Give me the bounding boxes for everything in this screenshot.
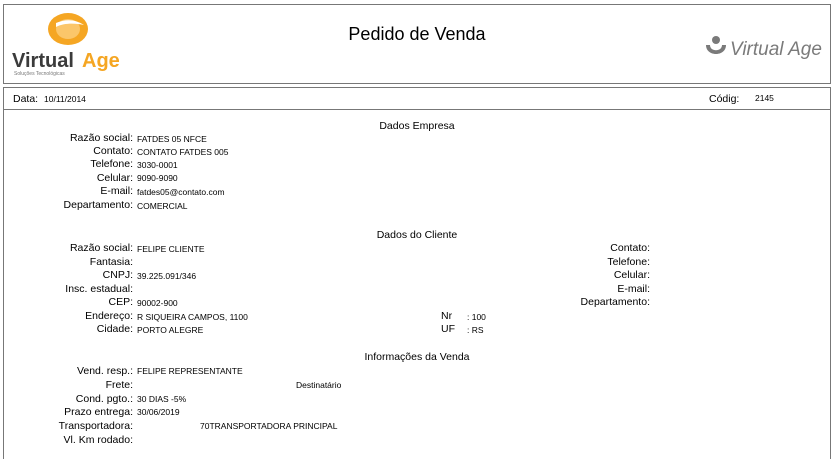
uf-value: : RS (467, 325, 484, 335)
venda-label: Prazo entrega: (64, 406, 133, 418)
frete-extra: Destinatário (296, 380, 342, 390)
cliente-label: Insc. estadual: (65, 283, 133, 295)
virtualage-logo-right (704, 33, 822, 67)
nr-label: Nr (441, 310, 453, 322)
cliente-telefone-label: Telefone: (607, 256, 650, 268)
uf-label: UF (441, 323, 455, 335)
cliente-label: Endereço: (85, 310, 133, 322)
venda-label: Vend. resp.: (76, 365, 133, 377)
venda-label: Frete: (105, 379, 133, 391)
cliente-email-label: E-mail: (617, 283, 650, 295)
empresa-label: Telefone: (90, 158, 133, 170)
venda-label: Transportadora: (58, 420, 133, 432)
empresa-value: FATDES 05 NFCE (137, 134, 207, 144)
section-title-empresa: Dados Empresa (379, 120, 455, 132)
cliente-celular-label: Celular: (613, 269, 650, 281)
data-label: Data: (13, 93, 39, 105)
venda-label: Cond. pgto.: (75, 393, 133, 405)
cliente-label: Cidade: (96, 323, 133, 335)
report-header (3, 4, 831, 84)
data-value: 10/11/2014 (44, 94, 86, 104)
empresa-label: Razão social: (69, 132, 133, 144)
venda-value: 30 DIAS -5% (137, 394, 187, 404)
cliente-label: Razão social: (69, 242, 133, 254)
codigo-value: 2145 (755, 93, 774, 103)
cliente-value: FELIPE CLIENTE (137, 244, 205, 254)
venda-value: 30/06/2019 (137, 407, 180, 417)
codigo-label: Códig: (709, 93, 740, 105)
transportadora-extra: 70TRANSPORTADORA PRINCIPAL (200, 421, 338, 431)
cliente-value: PORTO ALEGRE (137, 325, 204, 335)
section-title-venda: Informações da Venda (364, 351, 470, 363)
venda-value: FELIPE REPRESENTANTE (137, 366, 243, 376)
cliente-label: CEP: (108, 296, 133, 308)
empresa-value: 3030-0001 (137, 160, 178, 170)
virtualage-logo-left (10, 11, 130, 79)
cliente-value: R SIQUEIRA CAMPOS, 1100 (137, 312, 248, 322)
page-title: Pedido de Venda (348, 24, 486, 44)
svg-text:Age: Age (82, 50, 120, 72)
section-title-cliente: Dados do Cliente (376, 229, 458, 241)
report-body (3, 109, 831, 459)
venda-label: Vl. Km rodado: (63, 434, 133, 446)
empresa-value: COMERCIAL (137, 201, 188, 211)
cliente-value: 90002-900 (137, 298, 178, 308)
empresa-label: Celular: (96, 172, 133, 184)
empresa-label: Departamento: (63, 199, 133, 211)
meta-row (3, 87, 831, 109)
cliente-contato-label: Contato: (610, 242, 650, 254)
check-drop-icon (704, 35, 728, 63)
logo-right-text: Virtual Age (730, 39, 822, 60)
empresa-label: Contato: (93, 145, 133, 157)
empresa-value: 9090-9090 (137, 173, 178, 183)
cliente-value: 39.225.091/346 (137, 271, 197, 281)
cliente-departamento-label: Departamento: (580, 296, 650, 308)
empresa-value: CONTATO FATDES 005 (137, 147, 229, 157)
cliente-label: Fantasia: (89, 256, 133, 268)
cliente-label: CNPJ: (102, 269, 133, 281)
logo-tagline: Soluções Tecnológicas (14, 71, 65, 77)
empresa-value: fatdes05@contato.com (137, 187, 225, 197)
nr-value: : 100 (467, 312, 486, 322)
empresa-label: E-mail: (100, 185, 133, 197)
svg-text:Virtual: Virtual (12, 50, 74, 72)
